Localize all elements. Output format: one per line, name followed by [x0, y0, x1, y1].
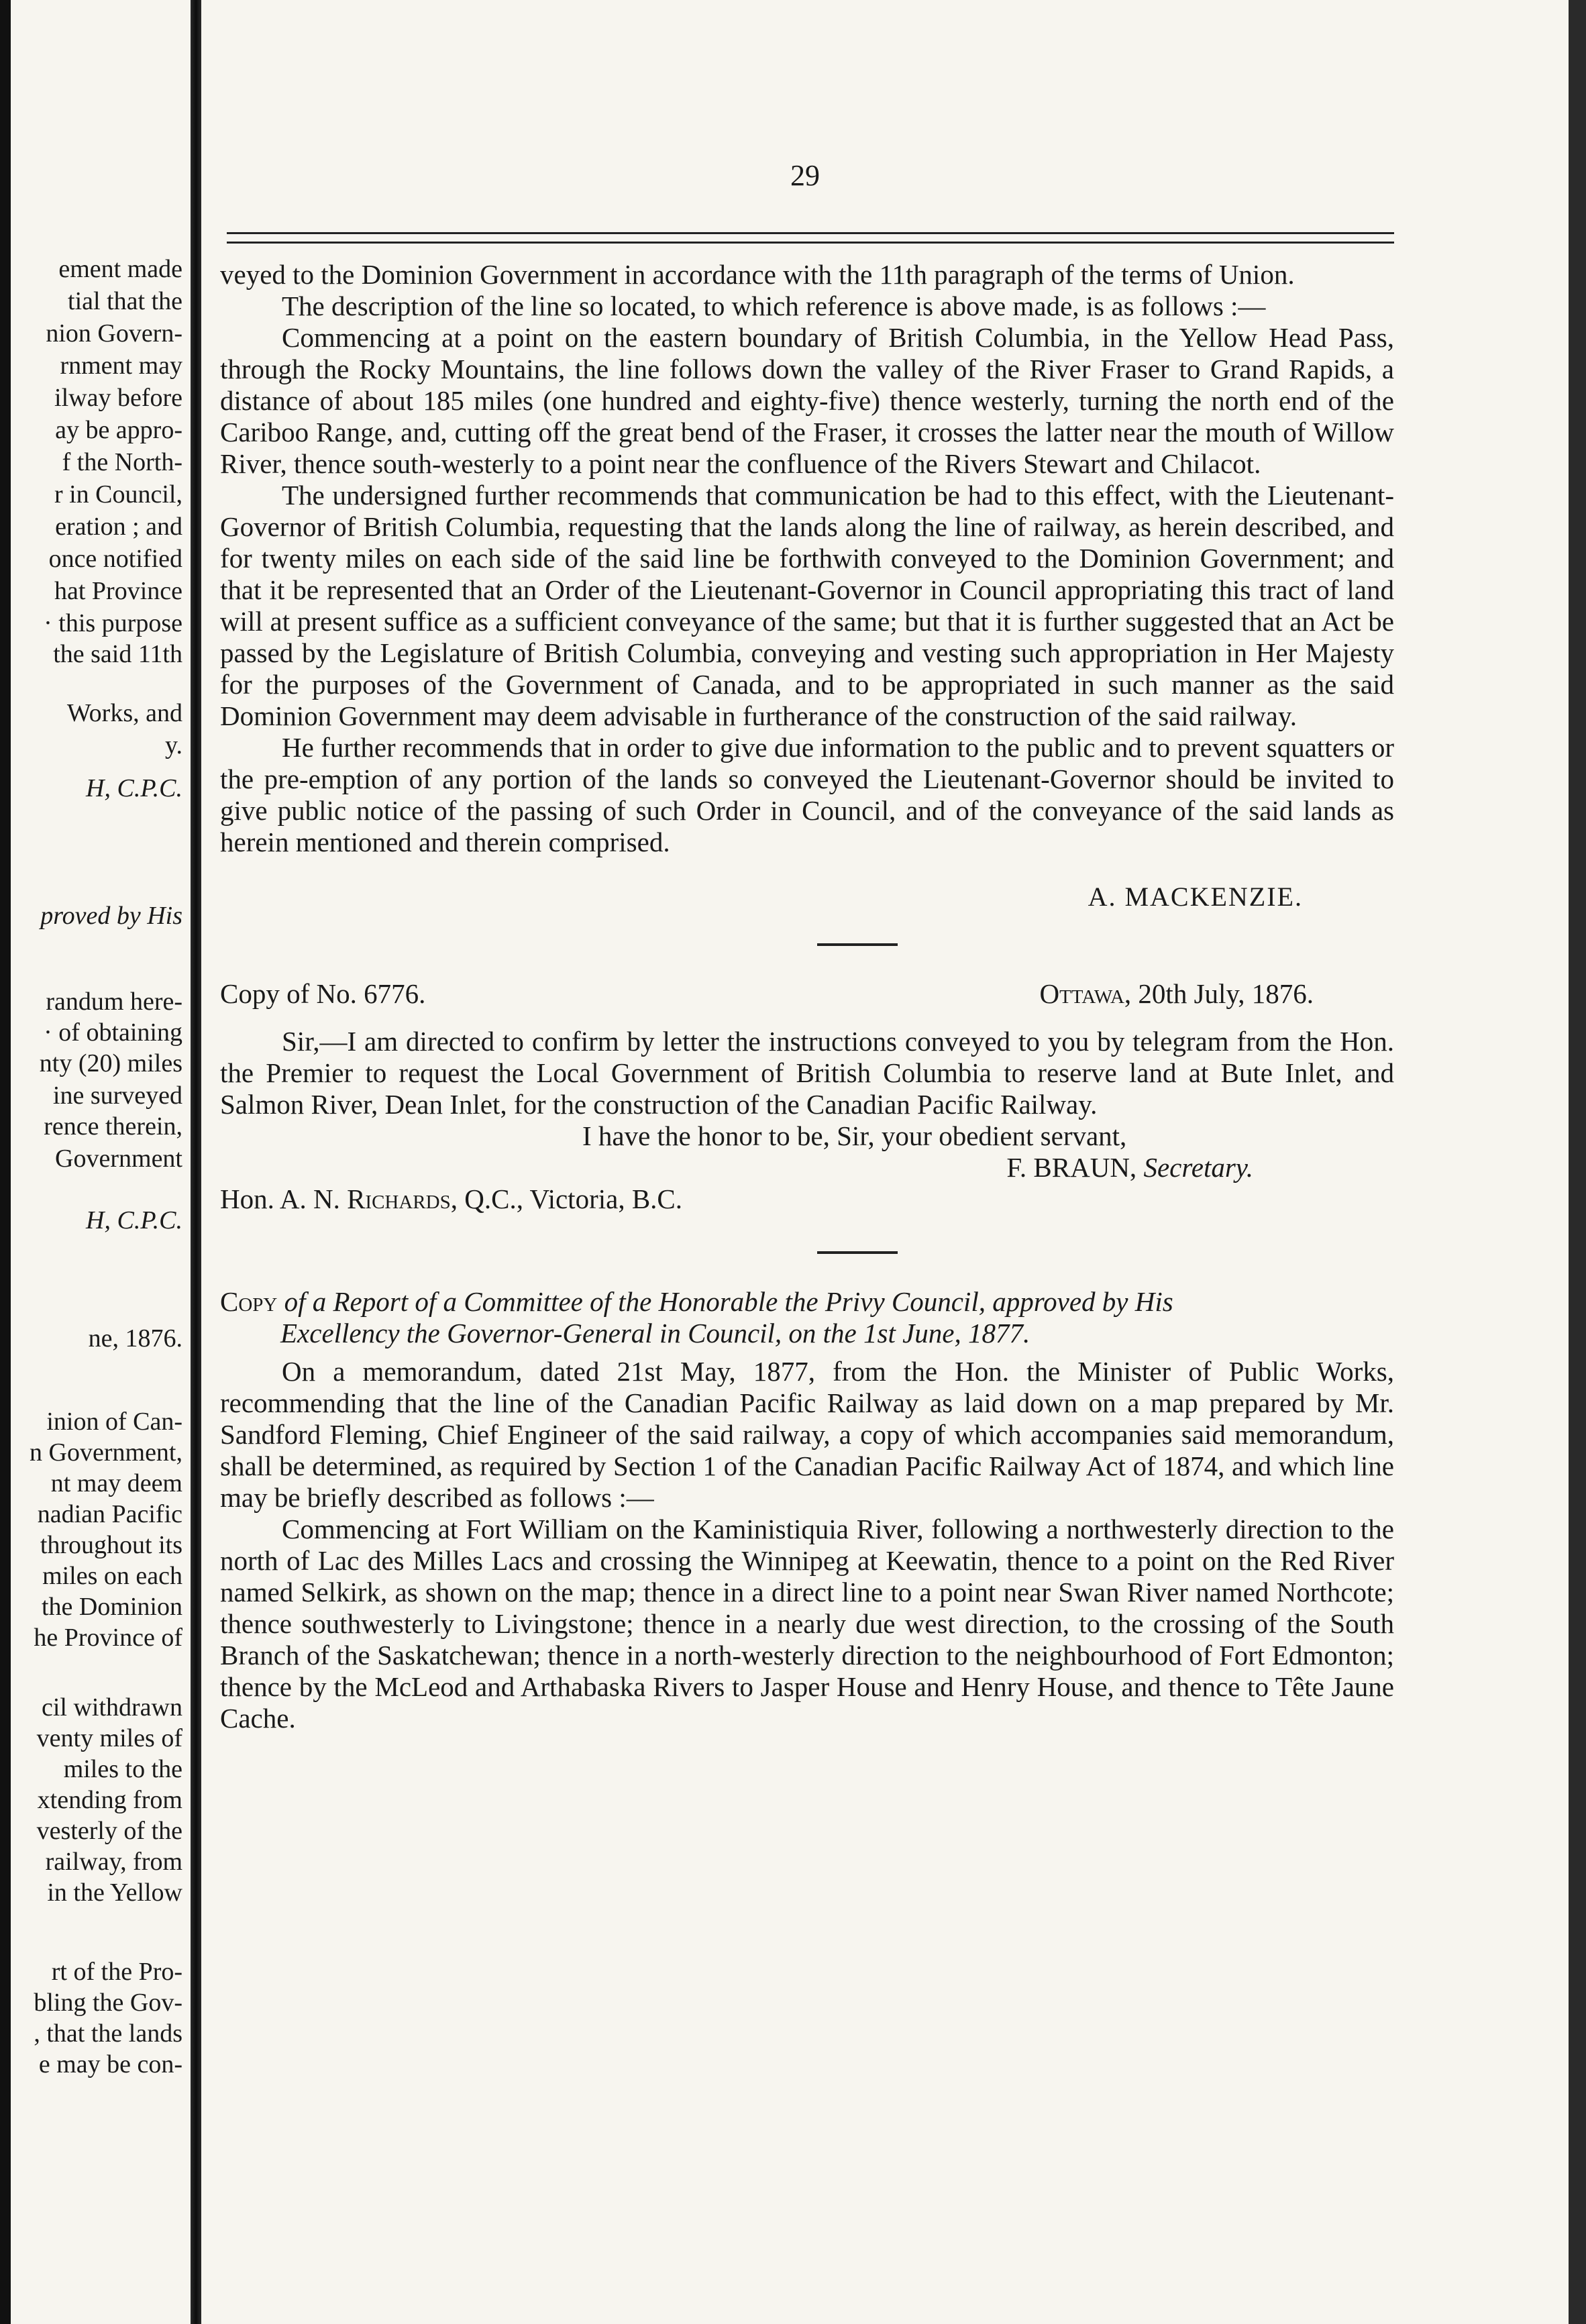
- paragraph-recommendation: The undersigned further recommends that communication be had to this effect, with the Lieutenant-Governor of British Columbia, requesting that the lands along the line of railway, as herein described, and for twenty miles on each side of the said line be forthwith conveyed to the Dominion Government; and that it be represented that an Order of the Lieutenant-Governor in Council appropriating this tract of land will at present suffice as a sufficient conveyance of the same; but that it is further suggested that an Act be passed by the Legislature of British Columbia, conveying and vesting such appropriation in Her Majesty for the purposes of the Government of Canada, and to be appropriated in such manner as the said Dominion Government may deem advisable in furtherance of the construction of the said railway.: [220, 480, 1394, 731]
- left-column-line: the Dominion: [41, 1593, 182, 1621]
- paragraph-public-notice: He further recommends that in order to give due information to the public and to prevent squatters or the pre-emption of any portion of the lands so conveyed the Lieutenant-Governor should be invited to give public notice of the passing of such Order in Council, and of the conveyance of the said lands as herein mentioned and therein comprised.: [220, 732, 1394, 857]
- report-copy-word: Copy: [220, 1286, 278, 1317]
- left-column-line: nion Govern-: [46, 319, 182, 348]
- addressee-rest: Q.C., Victoria, B.C.: [464, 1183, 683, 1214]
- signature-mackenzie: A. MACKENZIE.: [1088, 882, 1303, 912]
- paragraph-description-intro: The description of the line so located, to which reference is above made, is as follows :—: [282, 290, 1266, 321]
- left-column-line: r in Council,: [54, 480, 182, 509]
- dateline: [1039, 978, 1314, 1010]
- letter-header-row: [220, 978, 1394, 1010]
- left-column-line: ement made: [58, 255, 182, 283]
- paragraph-route-description: Commencing at a point on the eastern boundary of British Columbia, in the Yellow Head Pass, through the Rocky Mountains, the line follows down the valley of the River Fraser to Grand Rapids, a distance of about 185 miles (one hundred and eighty-five) thence westerly, turning the north end of the Cariboo Range, and, cutting off the great bend of the Fraser, it crosses the latter near the mouth of Willow River, thence south-westerly to a point near the confluence of the Rivers Stewart and Chilacot.: [220, 322, 1394, 479]
- left-column-line: bling the Gov-: [34, 1989, 182, 2017]
- left-column-line: eration ; and: [55, 513, 182, 541]
- left-column-line: randum here-: [46, 988, 182, 1016]
- left-column-line: ilway before: [54, 384, 182, 412]
- left-column-line: in the Yellow: [47, 1879, 182, 1907]
- report-heading-line1: [220, 1286, 1394, 1318]
- left-column-line: H, C.P.C.: [86, 1206, 182, 1234]
- header-rule-bottom: [227, 242, 1394, 244]
- page-main: [213, 0, 1394, 2324]
- left-column-line: , that the lands: [34, 2019, 182, 2048]
- left-column-line: nt may deem: [50, 1469, 182, 1497]
- dateline-place: Ottawa,: [1039, 978, 1132, 1009]
- left-column-line: railway, from: [45, 1848, 182, 1876]
- paragraph-memorandum: On a memorandum, dated 21st May, 1877, from the Hon. the Minister of Public Works, recommending that the line of the Canadian Pacific Railway as laid down on a map prepared by Mr. Sandford Fleming, Chief Engineer of the said railway, a copy of which accompanies said memorandum, shall be determined, as required by Section 1 of the Canadian Pacific Railway Act of 1874, and which line may be briefly described as follows :—: [220, 1356, 1394, 1513]
- left-column-line: hat Province: [54, 577, 182, 605]
- page-content: [220, 259, 1394, 1734]
- page-number: 29: [790, 159, 820, 192]
- letter-signer: [220, 1152, 1253, 1183]
- left-column-line: f the North-: [62, 448, 182, 476]
- left-column-line: cil withdrawn: [41, 1693, 182, 1722]
- left-column-line: Government: [55, 1145, 182, 1173]
- left-column-line: venty miles of: [36, 1724, 182, 1752]
- left-column-line: nty (20) miles: [39, 1049, 182, 1077]
- addressee-prefix: Hon. A. N.: [220, 1183, 340, 1214]
- left-column-line: nadian Pacific: [37, 1500, 182, 1528]
- left-column-line: · this purpose: [44, 609, 182, 637]
- left-column-line: tial that the: [68, 287, 182, 315]
- signer-name: F. BRAUN,: [1006, 1152, 1137, 1183]
- copy-number: Copy of No. 6776.: [220, 978, 426, 1009]
- letter-addressee: [220, 1183, 1394, 1215]
- scan-left-edge: [0, 0, 11, 2324]
- left-column-line: xtending from: [37, 1786, 182, 1814]
- left-column-line: once notified: [48, 545, 182, 573]
- letter-closing: I have the honor to be, Sir, your obedient servant,: [582, 1120, 1127, 1151]
- left-column-line: ne, 1876.: [88, 1324, 182, 1353]
- left-column-line: rnment may: [60, 352, 182, 380]
- letter-6776: [220, 978, 1394, 1215]
- signer-title: Secretary.: [1143, 1152, 1253, 1183]
- scan-right-edge: [1569, 0, 1586, 2324]
- section-divider-2: [817, 1251, 898, 1254]
- report-heading-text-2: Excellency the Governor-General in Council, on the 1st June, 1877.: [280, 1318, 1030, 1349]
- left-column-line: e may be con-: [38, 2050, 182, 2078]
- book-gutter: [191, 0, 201, 2324]
- addressee-name: Richards,: [347, 1183, 458, 1214]
- report-heading-line2: [220, 1318, 1394, 1349]
- left-column-line: inion of Can-: [46, 1408, 182, 1436]
- header-rule-top: [227, 232, 1394, 234]
- left-column-line: proved by His: [40, 902, 182, 930]
- left-column-line: the said 11th: [53, 640, 182, 668]
- left-column-line: miles to the: [63, 1755, 182, 1783]
- left-column-line: · of obtaining: [44, 1018, 182, 1047]
- section-divider: [817, 943, 898, 946]
- paragraph-conveyance: veyed to the Dominion Government in accordance with the 11th paragraph of the terms of Union.: [220, 259, 1295, 290]
- report-heading-text: of a Report of a Committee of the Honorable the Privy Council, approved by His: [284, 1286, 1173, 1317]
- left-column-line: y.: [164, 731, 182, 759]
- left-column-line: n Government,: [30, 1438, 182, 1467]
- paragraph-route-fort-william: Commencing at Fort William on the Kaministiquia River, following a northwesterly direction to the north of Lac des Milles Lacs and crossing the Winnipeg at Keewatin, thence to a point on the Red River named Selkirk, as shown on the map; thence in a direct line to a point near Swan River named Northcote; thence southwesterly to Livingstone; thence in a nearly due west direction, to the crossing of the South Branch of the Saskatchewan; thence in a north-westerly direction to the neighbourhood of Fort Edmonton; thence by the McLeod and Arthabaska Rivers to Jasper House and Henry House, and thence to Tête Jaune Cache.: [220, 1514, 1394, 1734]
- left-column-line: ine surveyed: [52, 1081, 182, 1110]
- previous-page-column: [11, 0, 182, 2324]
- left-column-line: vesterly of the: [36, 1817, 182, 1845]
- left-column-line: ay be appro-: [55, 416, 182, 444]
- left-column-line: miles on each: [42, 1562, 182, 1590]
- left-column-line: Works, and: [66, 699, 182, 727]
- left-column-line: throughout its: [40, 1531, 182, 1559]
- left-column-line: rt of the Pro-: [51, 1958, 182, 1986]
- letter-body: Sir,—I am directed to confirm by letter the instructions conveyed to you by telegram from the Hon. the Premier to request the Local Government of British Columbia to reserve land at Bute Inlet, and Salmon River, Dean Inlet, for the construction of the Canadian Pacific Railway.: [220, 1026, 1394, 1120]
- order-continuation: [220, 259, 1394, 912]
- left-column-line: H, C.P.C.: [86, 774, 182, 802]
- left-column-line: he Province of: [34, 1624, 182, 1652]
- dateline-date: 20th July, 1876.: [1138, 978, 1314, 1009]
- left-column-line: rence therein,: [44, 1112, 182, 1141]
- privy-council-report: [220, 1286, 1394, 1734]
